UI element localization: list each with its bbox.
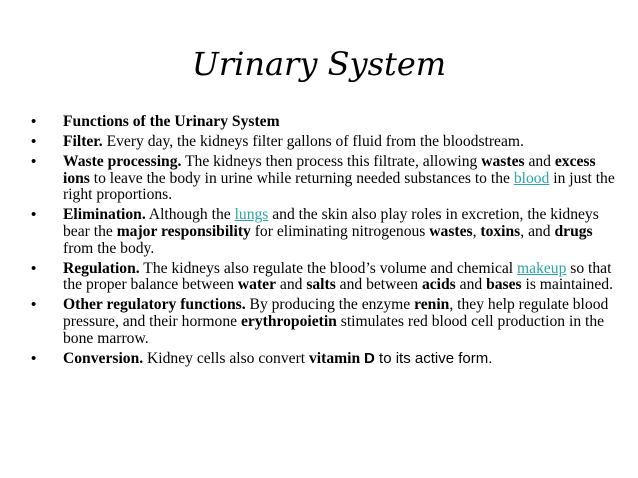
bullet-waste-processing (28, 154, 626, 204)
bullet-other-regulatory (28, 297, 626, 347)
waste-text: to leave the body in urine while returning needed substances to the (89, 169, 514, 187)
waste-bold-wastes: wastes (481, 153, 525, 171)
bullet-list (28, 114, 626, 371)
regulation-term: Regulation. (63, 259, 140, 277)
other-bold-erythropoietin: erythropoietin (240, 313, 337, 331)
waste-text: and (524, 153, 555, 171)
bullet-functions-heading (28, 114, 626, 131)
elimination-term: Elimination. (63, 206, 146, 224)
elimination-text: from the body. (63, 239, 155, 257)
regulation-bold-bases: bases (486, 276, 522, 294)
waste-text: The kidneys then process this filtrate, allowing (181, 153, 482, 171)
elimination-bold-toxins: toxins (480, 223, 521, 241)
bullet-elimination (28, 207, 626, 257)
bullet-dot-icon: • (31, 113, 37, 130)
conversion-text: Kidney cells also convert (143, 349, 309, 367)
other-term: Other regulatory functions. (63, 296, 246, 314)
elimination-bold-drugs: drugs (554, 223, 593, 241)
regulation-text: The kidneys also regulate the blood’s volume and chemical (139, 259, 518, 277)
waste-bold-excess-ions: excess ions (63, 153, 596, 187)
bullet-dot-icon: • (31, 133, 37, 151)
conversion-text: to its active form. (374, 349, 493, 367)
bullet-dot-icon: • (31, 153, 37, 171)
bullet-dot-icon: • (31, 206, 37, 224)
regulation-text: and between (335, 276, 422, 294)
waste-text: in just the right proportions. (63, 169, 615, 204)
bullet-dot-icon: • (31, 349, 37, 367)
conversion-bold-vitamin: vitamin (309, 349, 365, 367)
filter-term: Filter. (63, 133, 103, 151)
elimination-text: and the skin also play roles in excretion, the kidneys bear the (63, 206, 599, 241)
regulation-bold-water: water (237, 276, 276, 294)
bullet-dot-icon: • (31, 296, 37, 314)
regulation-text: is maintained. (521, 276, 613, 294)
bullet-regulation (28, 261, 626, 294)
slide-title: Urinary System (191, 45, 447, 83)
elimination-bold-major-responsibility: major responsibility (116, 223, 251, 241)
other-text: By producing the enzyme (245, 296, 415, 314)
other-text: , they help regulate blood pressure, and their hormone (63, 296, 609, 331)
blood-link[interactable]: blood (513, 169, 550, 187)
bullet-filter (28, 134, 626, 151)
elimination-bold-wastes: wastes (429, 223, 473, 241)
elimination-text: , (472, 223, 481, 241)
bullet-conversion (28, 351, 626, 368)
regulation-text: and (276, 276, 307, 294)
conversion-bold-d: D (364, 349, 375, 367)
bullet-dot-icon: • (31, 259, 37, 277)
makeup-link[interactable]: makeup (517, 259, 567, 277)
elimination-text: Although the (145, 206, 235, 224)
waste-term: Waste processing. (63, 153, 182, 171)
elimination-text: for eliminating nitrogenous (250, 223, 430, 241)
other-text: stimulates red blood cell production in the bone marrow. (63, 313, 605, 347)
elimination-text: , and (520, 223, 555, 241)
heading-text: Functions of the Urinary System (63, 113, 280, 130)
regulation-bold-acids: acids (421, 276, 456, 294)
lungs-link[interactable]: lungs (234, 206, 269, 224)
regulation-text: so that the proper balance between (63, 259, 612, 294)
filter-text: Every day, the kidneys filter gallons of fluid from the bloodstream. (102, 133, 524, 151)
regulation-bold-salts: salts (306, 276, 336, 294)
conversion-term: Conversion. (63, 349, 144, 367)
regulation-text: and (455, 276, 487, 294)
other-bold-renin: renin (414, 296, 450, 314)
